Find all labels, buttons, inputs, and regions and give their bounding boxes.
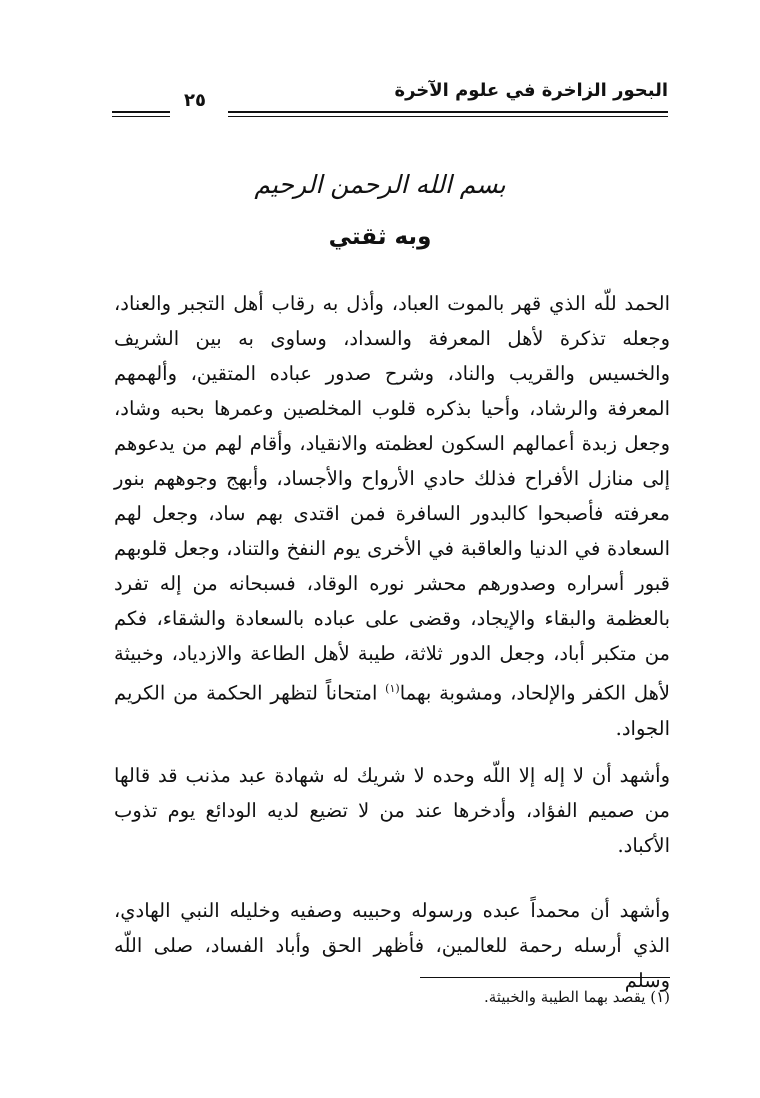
- basmala: بسم الله الرحمن الرحيم: [254, 170, 506, 199]
- paragraph-text: امتحاناً لتظهر الحكمة من الكريم الجواد.: [114, 681, 670, 740]
- paragraph-prophet: وأشهد أن محمداً عبده ورسوله وحبيبه وصفيه وخليله النبي الهادي، الذي أرسله رحمة للعالمين، فأظهر الحق وأباد الفساد، صلى اللّه وسلم: [114, 899, 670, 992]
- page-header: [112, 80, 668, 124]
- subheading: وبه ثقتي: [328, 224, 432, 250]
- paragraph-praise: [114, 286, 670, 746]
- paragraph-testimony: وأشهد أن لا إله إلا اللّه وحده لا شريك له شهادة عبد مذنب قد قالها من صميم الفؤاد، وأدخرها عند من لا تضيع لديه الودائع يوم تذوب الأكباد.: [114, 764, 670, 857]
- header-rule: [228, 111, 668, 117]
- page-number-rule: [112, 111, 170, 117]
- running-title: البحور الزاخرة في علوم الآخرة: [394, 80, 668, 101]
- footnote: (١) يقصد بهما الطيبة والخبيثة.: [483, 988, 670, 1006]
- footnote-separator: [420, 977, 670, 978]
- page-number: ٢٥: [184, 90, 206, 111]
- paragraph-text: الحمد للّه الذي قهر بالموت العباد، وأذل به رقاب أهل التجبر والعناد، وجعله تذكرة لأهل المعرفة والسداد، وساوى به بين الشريف والخسيس والقريب والناد، وشرح صدور عباده المتقين، وألهمهم المعرفة والرشاد، وأحيا بذكره قلوب المخلصين وعمرها بحبه وشاد، وجعل زبدة أعمالهم السكون لعظمته والانقياد، وأقام لهم من يدعوهم إلى منازل الأفراح فذلك حادي الأرواح والأجساد، وأبهج وجوههم بنور معرفته فأصبحوا كالبدور السافرة فمن اقتدى بهم ساد، وجعل لهم السعادة في الدنيا والعاقبة في الأخرى يوم النفخ والتناد، وجعل قلوبهم قبور أسراره وصدورهم محشر نوره الوقاد، فسبحانه من إله تفرد بالعظمة والبقاء والإيجاد، وقضى على عباده بالسعادة والشقاء، فكم من متكبر أباد، وجعل الدور ثلاثة، طيبة لأهل الطاعة والازدياد، وخبيثة لأهل الكفر والإلحاد، ومشوبة بهما: [114, 292, 670, 705]
- footnote-marker: (١): [385, 682, 400, 695]
